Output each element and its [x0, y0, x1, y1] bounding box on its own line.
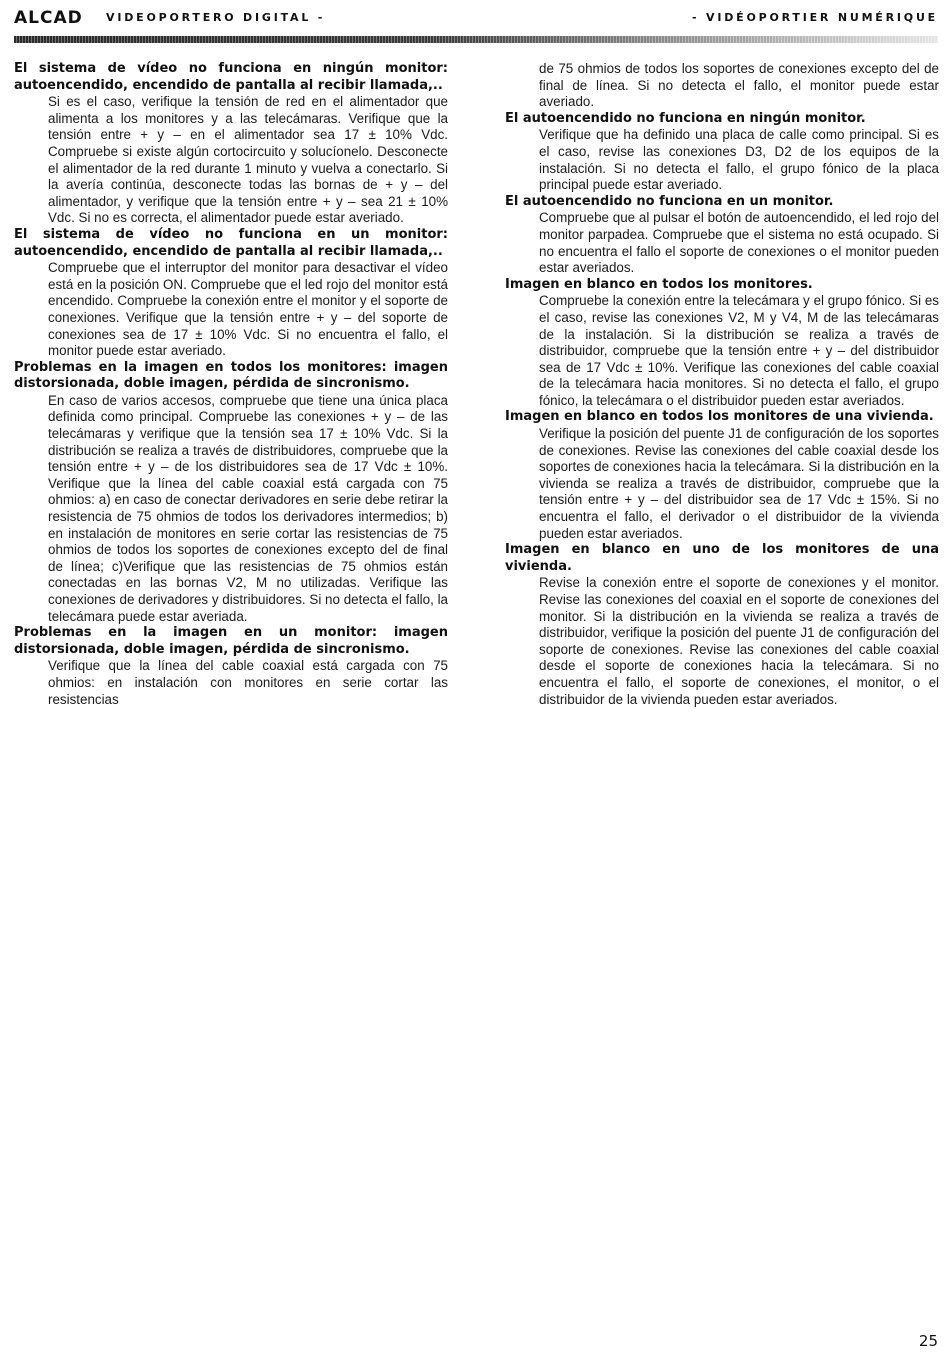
- section: [505, 194, 939, 277]
- section-heading: El autoencendido no funciona en ningún monitor.: [505, 110, 866, 126]
- section-heading: El sistema de vídeo no funciona en un monitor: autoencendido, encendido de pantalla al recibir llamada,..: [14, 226, 448, 259]
- section-body: Verifique que ha definido una placa de calle como principal. Si es el caso, revise las conexiones D3, D2 de los equipos de la instalación. Si no detecta el fallo, el grupo fónico de la placa principal puede estar averiado.: [539, 127, 939, 193]
- section: [14, 61, 448, 227]
- header-title-left: VIDEOPORTERO DIGITAL -: [106, 11, 326, 24]
- section: [505, 542, 939, 708]
- section-body: En caso de varios accesos, compruebe que tiene una única placa definida como principal. Compruebe las conexiones + y – de las telecámaras y verifique que la tensión sea 17 ± 10% Vdc. Si la distribución se realiza a través de distribuidores, compruebe que la tensión entre + y – de los distribuidores sea de 17 Vdc ± 10%. Verifique que la línea del cable coaxial está cargada con 75 ohmios: a) en caso de conectar derivadores en serie debe retirar la resistencia de 75 ohmios de todos los derivadores intermedios; b) en instalación de monitores en serie cortar las resistencias de 75 ohmios de todos los soportes de conexiones excepto del de final de línea; c)Verifique que las resistencias de 75 ohmios están conectadas en las bornas V2, M no utilizadas. Verifique las conexiones de derivadores y distribuidores. Si no detecta el fallo, la telecámara puede estar averiada.: [48, 392, 448, 624]
- section-heading: Imagen en blanco en todos los monitores de una vivienda.: [505, 409, 934, 425]
- right-column: [505, 61, 939, 708]
- header-title-right: - VIDÉOPORTIER NUMÉRIQUE: [692, 11, 938, 24]
- section-heading: Imagen en blanco en uno de los monitores de una vivienda.: [505, 542, 939, 574]
- page-header: [14, 8, 938, 30]
- section-heading: Imagen en blanco en todos los monitores.: [505, 276, 813, 292]
- section: [505, 111, 939, 194]
- header-rule: [14, 36, 938, 43]
- section-body: Si es el caso, verifique la tensión de red en el alimentador que alimenta a los monitores y a las telecámaras. Verifique que la tensión entre + y – en el alimentador sea 17 ± 10% Vdc. Compruebe si existe algún cortocircuito y solucíonelo. Desconecte el alimentador de la red durante 1 minuto y vuelva a conectarlo. Si la avería continúa, desconecte todas las bornas de + y – del alimentador, y verifique que la tensión entre + y – sea 21 ± 10% Vdc. Si no es correcta, el alimentador puede estar averiado.: [48, 94, 448, 226]
- section: [14, 625, 448, 708]
- section-body: Compruebe que al pulsar el botón de autoencendido, el led rojo del monitor parpadea. Compruebe que el sistema no está ocupado. Si no encuentra el fallo el soporte de conexiones o el monitor pueden estar averiados.: [539, 210, 939, 276]
- section-body: Verifique que la línea del cable coaxial está cargada con 75 ohmios: en instalación con monitores en serie cortar las resistencias: [48, 658, 448, 707]
- section-body: Verifique la posición del puente J1 de configuración de los soportes de conexiones. Revise las conexiones del cable coaxial desde los soportes de conexiones hacia la telecámara. Si la distribución en la vivienda se realiza a través de distribuidor, compruebe que la tensión entre + y – del distribuidor sea de 17 Vdc ± 15%. Si no encuentra el fallo, el derivador o el distribuidor de la vivienda pueden estar averiados.: [539, 426, 939, 541]
- page-number: 25: [918, 1332, 938, 1350]
- section: [505, 277, 939, 410]
- section: [14, 227, 448, 360]
- section-heading: Problemas en la imagen en un monitor: imagen distorsionada, doble imagen, pérdida de sincronismo.: [14, 625, 448, 657]
- section-body: Revise la conexión entre el soporte de conexiones y el monitor. Revise las conexiones del coaxial en el soporte de conexiones del monitor. Si la distribución en la vivienda se realiza a través de distribuidor, verifique la posición del puente J1 de configuración del soporte de conexiones. Revise las conexiones del cable coaxial desde el soporte de conexiones hacia la telecámara. Si no encuentra el fallo, el soporte de conexiones, el monitor, o el distribuidor de la vivienda pueden estar averiados.: [539, 575, 939, 707]
- section-body: Compruebe que el interruptor del monitor para desactivar el vídeo está en la posición ON. Compruebe que el led rojo del monitor está encendido. Compruebe la conexión entre el monitor y el soporte de conexiones. Verifique que la tensión entre + y – del soporte de conexiones sea de 17 ± 10% Vdc. Si no encuentra el fallo, el monitor puede estar averiado.: [48, 260, 448, 359]
- brand-logo: ALCAD: [14, 8, 83, 28]
- continuation-text: de 75 ohmios de todos los soportes de conexiones excepto del de final de línea. Si no detecta el fallo, el monitor puede estar averiado.: [539, 61, 939, 110]
- section-heading: El sistema de vídeo no funciona en ningún monitor: autoencendido, encendido de pantalla al recibir llamada,..: [14, 61, 448, 93]
- section: [505, 409, 939, 542]
- section-heading: El autoencendido no funciona en un monitor.: [505, 193, 834, 209]
- section: [14, 360, 448, 626]
- left-column: [14, 61, 448, 708]
- section-body: Compruebe la conexión entre la telecámara y el grupo fónico. Si es el caso, revise las conexiones V2, M y V4, M de las telecámaras de la instalación. Si la distribución se realiza a través de distribuidor, compruebe que la tensión entre + y – del distribuidor sea de 17 Vdc ± 10%. Verifique las conexiones del cable coaxial de la telecámara hacia monitores. Si no detecta el fallo, el grupo fónico, la telecámara o el distribuidor pueden estar averiados.: [539, 293, 939, 408]
- section-heading: Problemas en la imagen en todos los monitores: imagen distorsionada, doble imagen, pérdida de sincronismo.: [14, 359, 448, 392]
